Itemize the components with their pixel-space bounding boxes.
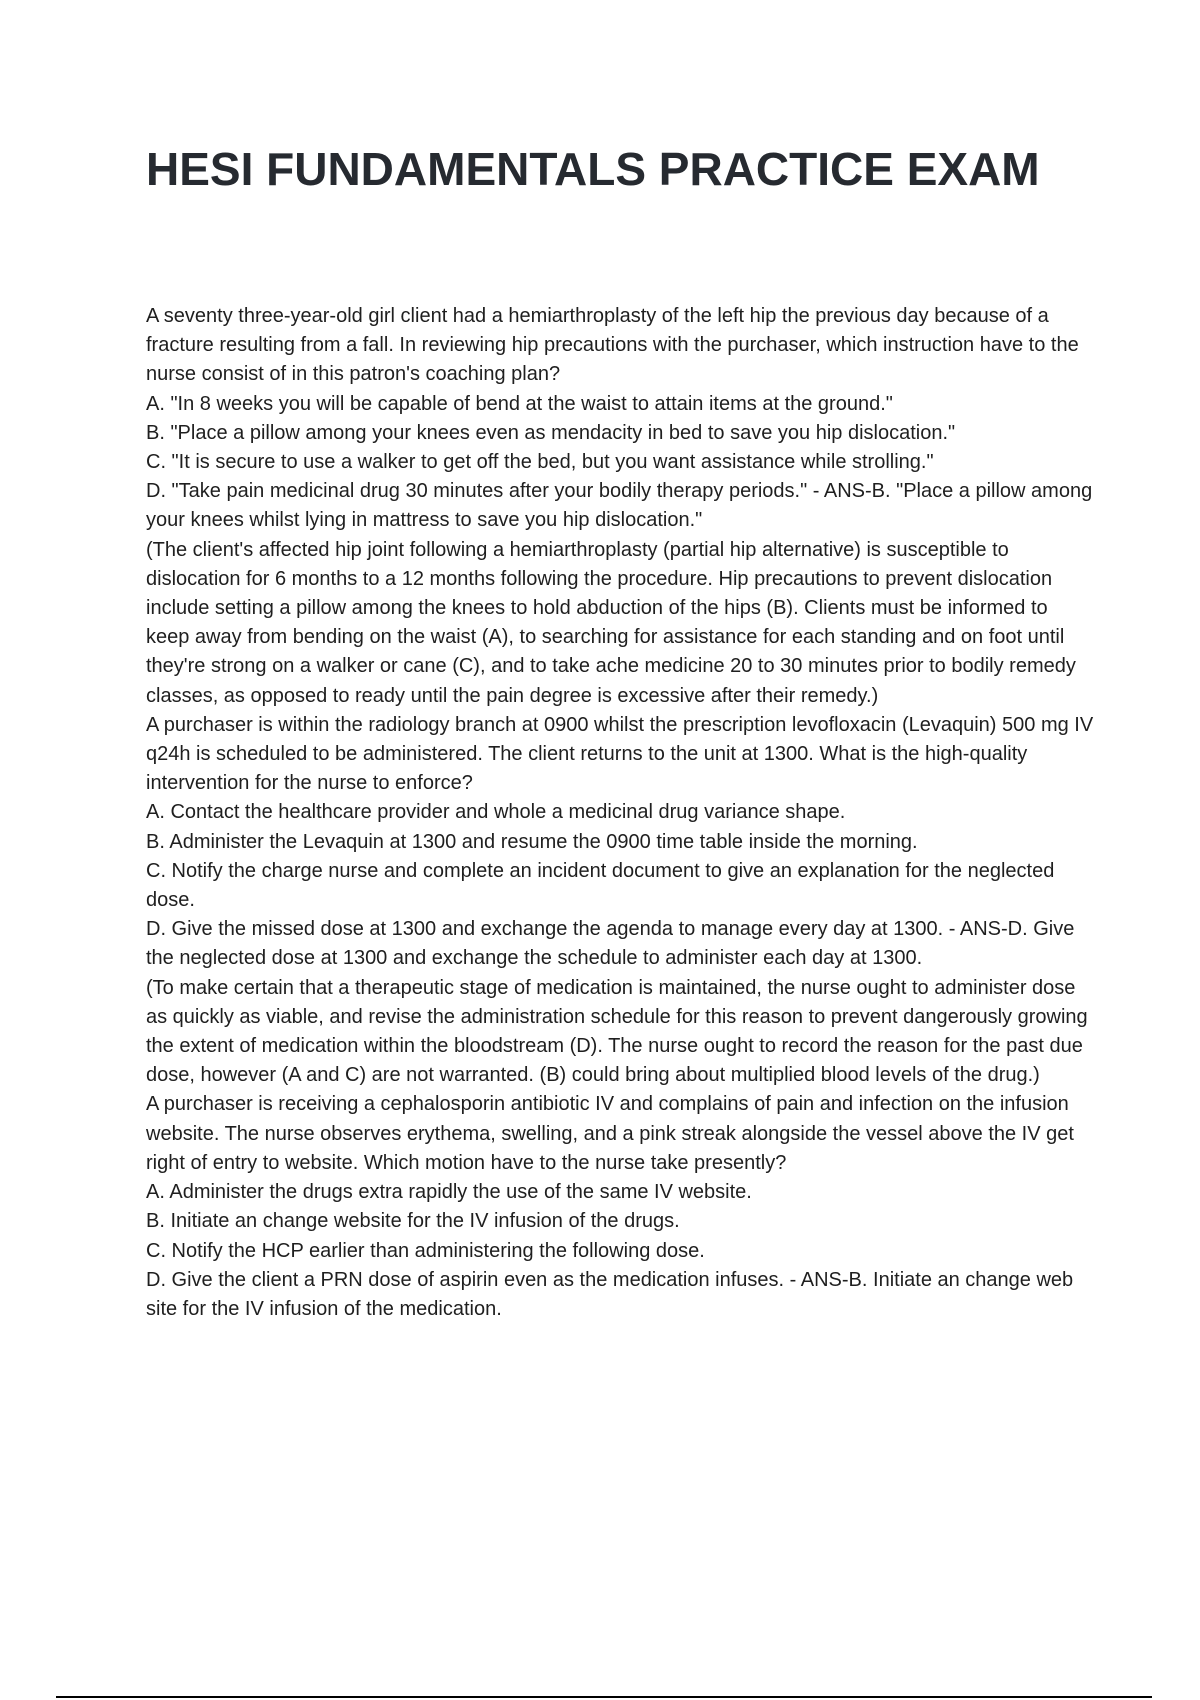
question-1-option-b: B. "Place a pillow among your knees even as mendacity in bed to save you hip dislocation.": [146, 421, 956, 444]
question-1-stem: A seventy three-year-old girl client had a hemiarthroplasty of the left hip the previous day because of a fracture resulting from a fall. In reviewing hip precautions with the purchaser, which instruction have to the nurse consist of in this patron's coaching plan?: [146, 305, 1079, 386]
question-2-option-b: B. Administer the Levaquin at 1300 and resume the 0900 time table inside the morning.: [146, 830, 918, 853]
question-3-option-b: B. Initiate an change website for the IV infusion of the drugs.: [146, 1210, 680, 1233]
question-1-option-d-answer: D. "Take pain medicinal drug 30 minutes after your bodily therapy periods." - ANS-B. "Place a pillow among your knees whilst lying in mattress to save you hip dislocation.": [146, 480, 1093, 532]
question-1-rationale: (The client's affected hip joint following a hemiarthroplasty (partial hip alternative) is susceptible to dislocation for 6 months to a 12 months following the procedure. Hip precautions to prevent dislocation include setting a pillow among the knees to hold abduction of the hips (B). Clients must be informed to keep away from bending on the waist (A), to searching for assistance for each standing and on foot until they're strong on a walker or cane (C), and to take ache medicine 20 to 30 minutes prior to bodily remedy classes, as opposed to ready until the pain degree is excessive after their remedy.): [146, 538, 1076, 707]
document-body: [146, 302, 1096, 1324]
question-3-stem: A purchaser is receiving a cephalosporin antibiotic IV and complains of pain and infection on the infusion website. The nurse observes erythema, swelling, and a pink streak alongside the vessel above the IV get right of entry to website. Which motion have to the nurse take presently?: [146, 1093, 1074, 1174]
page-title: HESI FUNDAMENTALS PRACTICE EXAM: [146, 143, 1040, 195]
question-1-option-a: A. "In 8 weeks you will be capable of bend at the waist to attain items at the ground.": [146, 392, 893, 415]
question-3-option-a: A. Administer the drugs extra rapidly the use of the same IV website.: [146, 1181, 752, 1204]
question-2-option-d-answer: D. Give the missed dose at 1300 and exchange the agenda to manage every day at 1300. - ANS-D. Give the neglected dose at 1300 and exchange the schedule to administer each day at 1300.: [146, 918, 1075, 970]
question-2-stem: A purchaser is within the radiology branch at 0900 whilst the prescription levofloxacin (Levaquin) 500 mg IV q24h is scheduled to be administered. The client returns to the unit at 1300. What is the high-quality intervention for the nurse to enforce?: [146, 713, 1094, 795]
question-3-option-d-answer: D. Give the client a PRN dose of aspirin even as the medication infuses. - ANS-B. Initiate an change web site for the IV infusion of the medication.: [146, 1268, 1074, 1320]
question-2-rationale: (To make certain that a therapeutic stage of medication is maintained, the nurse ought to administer dose as quickly as viable, and revise the administration schedule for this reason to prevent dangerously growing the extent of medication within the bloodstream (D). The nurse ought to record the reason for the past due dose, however (A and C) are not warranted. (B) could bring about multiplied blood levels of the drug.): [146, 976, 1088, 1087]
question-1-option-c: C. "It is secure to use a walker to get off the bed, but you want assistance while strolling.": [146, 451, 934, 474]
question-3-option-c: C. Notify the HCP earlier than administering the following dose.: [146, 1239, 705, 1262]
footer-divider: [56, 1696, 1152, 1698]
question-2-option-a: A. Contact the healthcare provider and whole a medicinal drug variance shape.: [146, 801, 846, 824]
question-2-option-c: C. Notify the charge nurse and complete an incident document to give an explanation for the neglected dose.: [146, 859, 1055, 912]
